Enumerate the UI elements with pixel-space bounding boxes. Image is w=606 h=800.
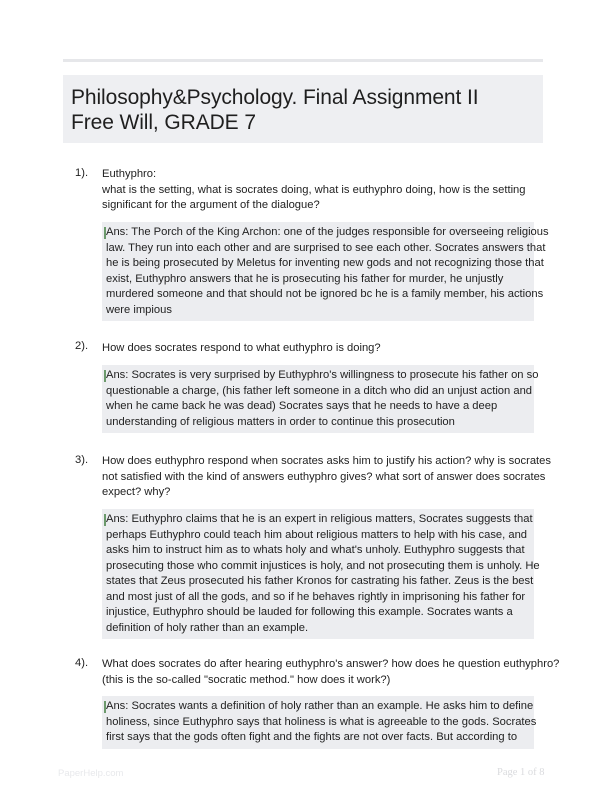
question-line: How does socrates respond to what euthyphro is doing? — [102, 342, 381, 354]
document-title-line-1: Philosophy&Psychology. Final Assignment II — [71, 86, 479, 109]
watermark-text: PaperHelp.com — [58, 768, 124, 779]
answer-line: understanding of religious matters in order to continue this prosecution — [106, 415, 455, 428]
answer-line: questionable a charge, (his father left someone in a ditch who did an unjust action and — [106, 384, 533, 397]
question-line: How does euthyphro respond when socrates asks him to justify his action? why is socrates — [102, 455, 551, 467]
answer-line: when he came back he was dead) Socrates says that he needs to have a deep — [106, 400, 498, 412]
question-number: 2). — [75, 340, 89, 352]
question-line: expect? why? — [102, 486, 171, 498]
title-block — [63, 75, 543, 143]
answer-line: Ans: The Porch of the King Archon: one of the judges responsible for overseeing religious — [106, 226, 549, 238]
answer-line: injustice, Euthyphro should be lauded for following this example. Socrates wants a — [106, 606, 513, 618]
answer-line: perhaps Euthyphro could teach him about religious matters to help with his case, and — [106, 528, 528, 541]
question-line: not satisfied with the kind of answers euthyphro gives? what sort of answer does socrates — [102, 470, 546, 483]
answer-line: holiness, since Euthyphro says that holiness is what is agreeable to the gods. Socrates — [106, 715, 537, 728]
question-number: 4). — [75, 657, 89, 669]
answer-marker — [104, 701, 106, 713]
answer-line: and most just of all the gods, and so if he behaves rightly in imprisoning his father for — [106, 590, 526, 603]
question-line: (this is the so-called "socratic method." how does it work?) — [102, 673, 391, 686]
answer-marker — [104, 514, 106, 526]
question-text — [102, 454, 551, 501]
document-title-line-2: Free Will, GRADE 7 — [71, 111, 256, 134]
answer-line: murdered someone and that should not be ignored bc he is a family member, his actions — [106, 288, 544, 300]
question-line: what is the setting, what is socrates doing, what is euthyphro doing, how is the setting — [102, 183, 526, 196]
question-number: 1). — [75, 167, 89, 179]
top-divider — [63, 59, 543, 62]
page-indicator: Page 1 of 8 — [497, 767, 545, 778]
answer-marker — [104, 227, 106, 239]
answer-box — [102, 222, 549, 321]
answer-line: Ans: Socrates is very surprised by Euthyphro's willingness to prosecute his father on so — [106, 369, 539, 381]
answer-line: Ans: Socrates wants a definition of holy rather than an example. He asks him to define — [106, 700, 534, 712]
answer-line: law. They run into each other and are surprised to see each other. Socrates answers that — [106, 241, 546, 254]
answer-box — [102, 696, 537, 749]
answer-line: Ans: Euthyphro claims that he is an expert in religious matters, Socrates suggests that — [106, 513, 533, 525]
question-line: significant for the argument of the dialogue? — [102, 199, 320, 211]
question-number: 3). — [75, 454, 89, 466]
question-text — [102, 167, 542, 214]
answer-line: he is being prosecuted by Meletus for inventing new gods and not recognizing those that — [106, 257, 544, 269]
answer-box — [102, 509, 540, 639]
answer-line: definition of holy rather than an example. — [106, 621, 309, 634]
answer-line: exist, Euthyphro answers that he is prosecuting his father for murder, he unjustly — [106, 272, 504, 285]
question-text — [102, 657, 560, 688]
answer-line: were impious — [106, 303, 172, 316]
question-line: What does socrates do after hearing euthyphro's answer? how does he question euthyphro? — [102, 658, 560, 670]
question-text — [102, 341, 542, 357]
answer-line: states that Zeus prosecuted his father Kronos for castrating his father. Zeus is the best — [106, 575, 534, 587]
question-line: Euthyphro: — [102, 168, 157, 180]
answer-line: prosecuting those who commit injustices is holy, and not prosecuting them is unholy. He — [106, 559, 540, 572]
answer-line: first says that the gods often fight and the fights are not over facts. But according to — [106, 731, 518, 743]
answer-line: asks him to instruct him as to whats holy and what's unholy. Euthyphro suggests that — [106, 544, 525, 556]
answer-marker — [104, 370, 106, 382]
answer-box — [102, 365, 539, 433]
